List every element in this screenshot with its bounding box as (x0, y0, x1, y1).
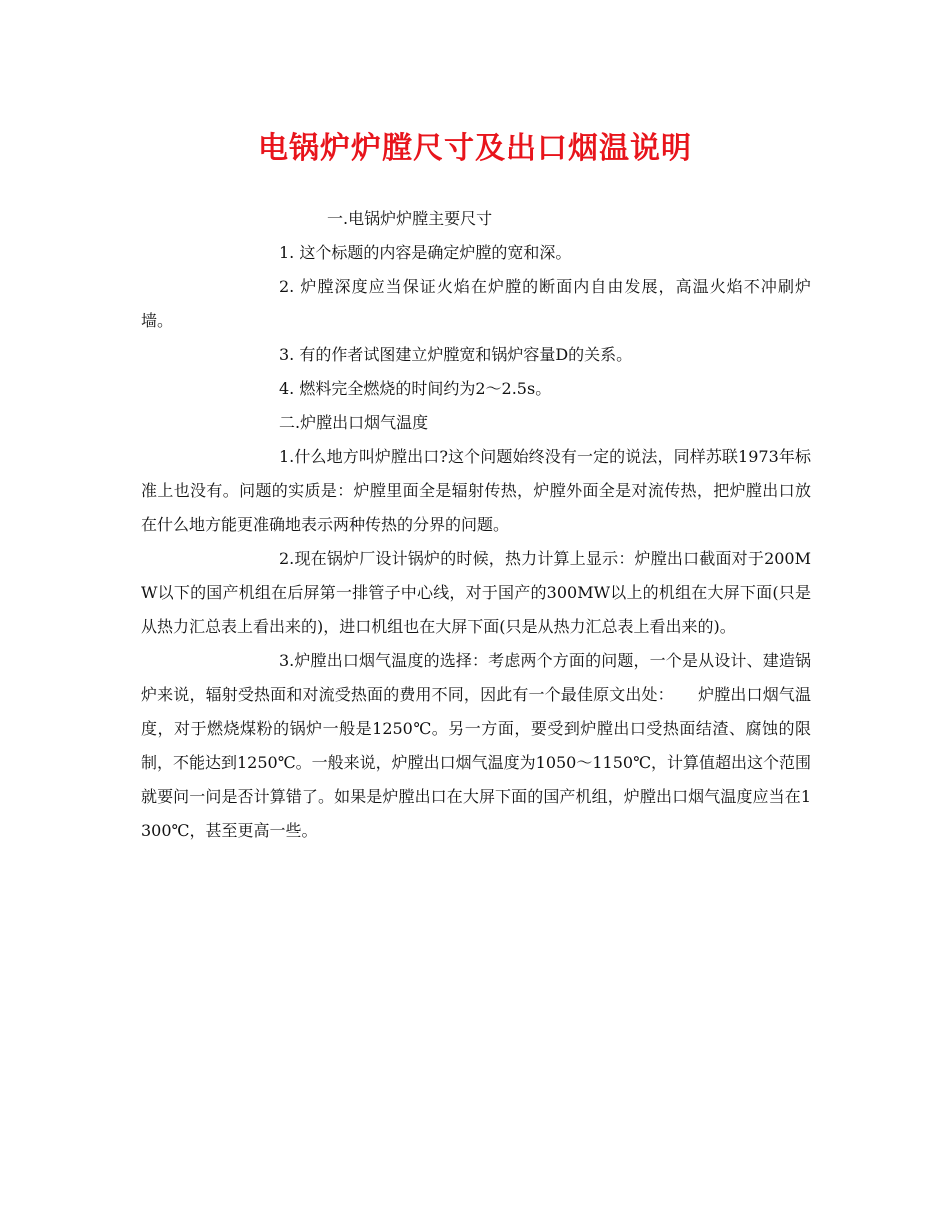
paragraph: 1.什么地方叫炉膛出口?这个问题始终没有一定的说法，同样苏联1973年标准上也没有。问题的实质是：炉膛里面全是辐射传热，炉膛外面全是对流传热，把炉膛出口放在什么地方能更准确地表示两种传热的分界的问题。 (141, 447, 811, 534)
paragraph: 2. 炉膛深度应当保证火焰在炉膛的断面内自由发展，高温火焰不冲刷炉墙。 (141, 277, 811, 330)
paragraph: 3. 有的作者试图建立炉膛宽和锅炉容量D的关系。 (279, 345, 633, 364)
section-heading-1: 一.电锅炉炉膛主要尺寸 (327, 209, 493, 228)
paragraph: 2.现在锅炉厂设计锅炉的时候，热力计算上显示：炉膛出口截面对于200MW以下的国产机组在后屏第一排管子中心线，对于国产的300MW以上的机组在大屏下面(只是从热力汇总表上看出来的)，进口机组也在大屏下面(只是从热力汇总表上看出来的)。 (141, 549, 811, 636)
paragraph: 3.炉膛出口烟气温度的选择：考虑两个方面的问题，一个是从设计、建造锅炉来说，辐射受热面和对流受热面的费用不同，因此有一个最佳原文出处： 炉膛出口烟气温度，对于燃烧煤粉的锅炉一般是1250℃。另一方面，要受到炉膛出口受热面结渣、腐蚀的限制，不能达到1250℃。一般来说，炉膛出口烟气温度为1050～1150℃，计算值超出这个范围就要问一问是否计算错了。如果是炉膛出口在大屏下面的国产机组，炉膛出口烟气温度应当在1300℃，甚至更高一些。 (141, 651, 811, 840)
paragraph: 1. 这个标题的内容是确定炉膛的宽和深。 (279, 243, 572, 262)
paragraph: 4. 燃料完全燃烧的时间约为2～2.5s。 (279, 379, 552, 398)
section-heading-2: 二.炉膛出口烟气温度 (279, 413, 429, 432)
document-title: 电锅炉炉膛尺寸及出口烟温说明 (258, 131, 692, 166)
document-body (141, 202, 811, 848)
